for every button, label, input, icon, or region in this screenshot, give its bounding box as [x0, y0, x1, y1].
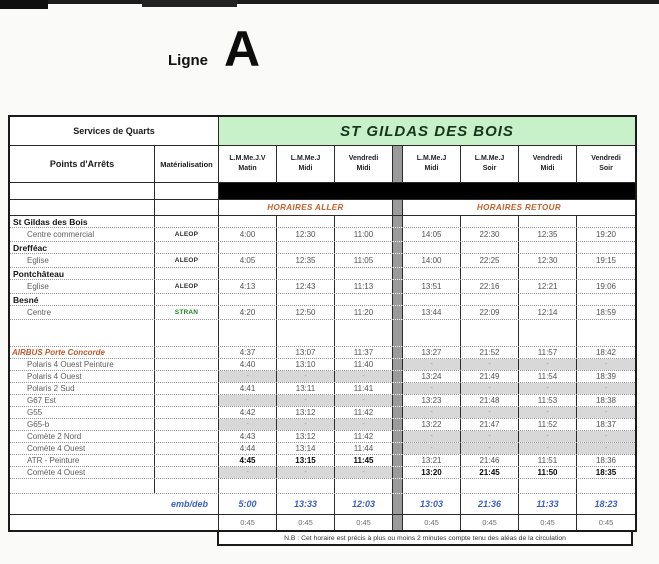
time-cell — [577, 294, 635, 305]
time-cell: 12:43 — [277, 280, 335, 293]
time-cell: - — [461, 359, 519, 370]
time-cell: 4:44 — [219, 443, 277, 454]
materialisation-cell — [155, 268, 219, 279]
materialisation-cell — [155, 320, 219, 346]
separator-column — [393, 347, 403, 358]
materialisation-label — [155, 443, 219, 454]
time-cell: 13:10 — [277, 359, 335, 370]
time-cell: 22:09 — [461, 306, 519, 319]
time-cell: - — [403, 443, 461, 454]
timetable — [8, 115, 637, 532]
materialisation-label — [155, 455, 219, 466]
day-header-days: L.M.Me.J.V — [229, 154, 266, 162]
day-header-days: Vendredi — [591, 154, 621, 162]
day-header-days: L.M.Me.J — [474, 154, 505, 162]
day-header-cell — [335, 146, 393, 182]
day-header-period: Midi — [540, 165, 555, 172]
time-cell: - — [403, 407, 461, 418]
time-cell: - — [219, 419, 277, 430]
time-cell: 13:27 — [403, 347, 461, 358]
time-cell: 18:37 — [595, 420, 617, 429]
stop-name: ATR - Peinture — [10, 455, 155, 466]
time-cell: 11:45 — [335, 455, 393, 466]
city-name: Drefféac — [10, 242, 155, 253]
materialisation-cell — [155, 242, 219, 253]
materialisation-label: ALEOP — [155, 254, 219, 267]
empty-cell — [10, 200, 155, 215]
day-header-days: L.M.Me.J — [416, 154, 447, 162]
day-header-period: Matin — [238, 165, 257, 172]
time-cell — [519, 479, 577, 493]
time-cell: 21:52 — [461, 347, 519, 358]
time-cell: 4:42 — [219, 407, 277, 418]
time-cell — [219, 294, 277, 305]
stop-name: Comète 4 Ouest — [10, 443, 155, 454]
time-cell — [403, 320, 461, 346]
time-cell: 13:12 — [277, 431, 335, 442]
time-cell — [277, 216, 335, 227]
separator-column — [393, 395, 403, 406]
city-name: Pontchâteau — [10, 268, 155, 279]
destination-header: ST GILDAS DES BOIS — [219, 117, 635, 145]
time-cell: 12:30 — [277, 228, 335, 241]
table-row — [10, 268, 635, 280]
table-row — [10, 371, 635, 383]
time-cell: - — [335, 419, 393, 430]
time-cell: 13:44 — [403, 306, 461, 319]
time-cell — [403, 216, 461, 227]
empty-cell — [10, 515, 219, 530]
day-header-cell — [519, 146, 577, 182]
materialisation-label — [155, 467, 219, 478]
time-cell — [335, 242, 393, 253]
day-header-days: L.M.Me.J — [290, 154, 321, 162]
separator-column — [393, 359, 403, 370]
time-cell: 11:37 — [335, 347, 393, 358]
separator-column — [393, 320, 403, 346]
time-cell — [577, 216, 635, 227]
table-row — [10, 216, 635, 228]
stop-name: Comète 4 Ouest — [10, 467, 155, 478]
line-letter: A — [224, 21, 261, 77]
day-header-period: Soir — [482, 165, 497, 172]
duration-cell: 0:45 — [461, 515, 519, 530]
time-cell: 11:41 — [335, 383, 393, 394]
time-cell — [277, 320, 335, 346]
time-cell — [219, 479, 277, 493]
time-cell: 13:14 — [277, 443, 335, 454]
time-cell: 18:35 — [595, 468, 617, 477]
time-cell: 21:46 — [461, 455, 519, 466]
separator-column — [393, 228, 403, 241]
materialisation-label — [155, 395, 219, 406]
timetable-body — [10, 216, 635, 530]
materialisation-label: STRAN — [155, 306, 219, 319]
separator-column — [393, 431, 403, 442]
separator-column — [393, 455, 403, 466]
separator-column — [393, 254, 403, 267]
table-row — [10, 383, 635, 395]
time-cell: - — [277, 419, 335, 430]
time-cell: - — [335, 467, 393, 478]
time-cell — [335, 294, 393, 305]
separator-column — [393, 479, 403, 493]
table-row — [10, 320, 635, 347]
day-header-period: Midi — [298, 165, 313, 172]
time-cell — [335, 268, 393, 279]
materialisation-label — [155, 419, 219, 430]
time-cell: - — [335, 371, 393, 382]
time-cell — [577, 479, 635, 493]
time-cell: - — [519, 443, 577, 454]
note-text: N.B : Cet horaire est précis à plus ou moins 2 minutes compte tenu des aléas de la circulation — [284, 534, 566, 542]
time-cell: 4:41 — [219, 383, 277, 394]
table-row — [10, 431, 635, 443]
time-cell: 11:51 — [519, 455, 577, 466]
emb-time-cell: 13:33 — [277, 494, 335, 514]
city-name: Besné — [10, 294, 155, 305]
time-cell: 14:00 — [403, 254, 461, 267]
separator-column — [393, 515, 403, 530]
time-cell: 11:00 — [335, 228, 393, 241]
note-row — [217, 532, 633, 546]
horaires-aller-label: HORAIRES ALLER — [219, 200, 393, 215]
empty-cell — [10, 479, 155, 493]
emb-time-cell: 21:36 — [461, 494, 519, 514]
materialisation-cell — [155, 216, 219, 227]
services-header: Services de Quarts — [10, 117, 219, 145]
table-row — [10, 294, 635, 306]
time-cell: 13:11 — [277, 383, 335, 394]
time-cell — [461, 294, 519, 305]
time-cell: 12:21 — [519, 280, 577, 293]
time-cell: - — [403, 359, 461, 370]
table-row — [10, 359, 635, 371]
time-cell: 12:35 — [277, 254, 335, 267]
time-cell — [519, 216, 577, 227]
time-cell: - — [403, 383, 461, 394]
materialisation-label — [155, 347, 219, 358]
day-header-period: Midi — [356, 165, 371, 172]
time-cell: - — [461, 383, 519, 394]
time-cell: 4:00 — [219, 228, 277, 241]
stops-column-header: Points d'Arrêts — [10, 146, 155, 182]
time-cell: 22:25 — [461, 254, 519, 267]
time-cell: 13:21 — [403, 455, 461, 466]
time-cell: 13:15 — [277, 455, 335, 466]
separator-column — [393, 280, 403, 293]
emb-deb-label: emb/deb — [10, 494, 219, 514]
separator-column — [393, 306, 403, 319]
time-cell: - — [277, 371, 335, 382]
separator-column — [393, 242, 403, 253]
time-cell: 18:39 — [595, 372, 617, 381]
table-row — [10, 254, 635, 268]
duration-cell: 0:45 — [219, 515, 277, 530]
empty-cell — [10, 320, 155, 346]
stop-name: G65-b — [10, 419, 155, 430]
time-cell: 14:05 — [403, 228, 461, 241]
time-cell: 11:52 — [519, 419, 577, 430]
day-header-days: Vendredi — [348, 154, 379, 162]
stop-name: Polaris 4 Ouest Peinture — [10, 359, 155, 370]
time-cell: 12:14 — [519, 306, 577, 319]
time-cell: 4:40 — [219, 359, 277, 370]
separator-column — [393, 407, 403, 418]
table-row — [10, 515, 635, 530]
time-cell: 13:24 — [403, 371, 461, 382]
time-cell: - — [219, 467, 277, 478]
time-cell — [461, 320, 519, 346]
time-cell: - — [461, 443, 519, 454]
timetable-wrapper — [8, 115, 637, 546]
time-cell: 13:20 — [403, 467, 461, 478]
table-row — [10, 407, 635, 419]
time-cell: 12:50 — [277, 306, 335, 319]
black-band — [219, 183, 635, 199]
materialisation-label — [155, 371, 219, 382]
time-cell — [219, 242, 277, 253]
time-cell — [277, 242, 335, 253]
separator-column — [393, 371, 403, 382]
duration-cell: 0:45 — [403, 515, 461, 530]
day-header-cell — [219, 146, 277, 182]
time-cell: 19:15 — [595, 256, 617, 265]
materialisation-label — [155, 431, 219, 442]
empty-cell — [155, 183, 219, 199]
materialisation-cell — [155, 294, 219, 305]
table-row — [10, 228, 635, 242]
time-cell: 4:37 — [219, 347, 277, 358]
time-cell: - — [519, 431, 577, 442]
time-cell — [335, 479, 393, 493]
separator-column — [393, 383, 403, 394]
time-cell: - — [577, 359, 635, 370]
top-scan-bar — [0, 0, 659, 4]
time-cell — [519, 320, 577, 346]
time-cell: - — [519, 359, 577, 370]
separator-column — [393, 294, 403, 305]
day-header-cell — [577, 146, 635, 182]
stop-name: Eglise — [10, 280, 155, 293]
stop-name: Centre — [10, 306, 155, 319]
black-band-row — [10, 183, 635, 200]
table-header-row — [10, 117, 635, 146]
table-row — [10, 395, 635, 407]
stop-name: Centre commercial — [10, 228, 155, 241]
separator-column — [393, 216, 403, 227]
time-cell — [335, 320, 393, 346]
time-cell: 4:13 — [219, 280, 277, 293]
table-row — [10, 419, 635, 431]
duration-cell: 0:45 — [598, 518, 614, 527]
stop-name: Eglise — [10, 254, 155, 267]
day-header-days: Vendredi — [532, 154, 563, 162]
time-cell — [219, 268, 277, 279]
time-cell — [403, 242, 461, 253]
time-cell: 11:40 — [335, 359, 393, 370]
table-row — [10, 494, 635, 515]
time-cell: - — [577, 407, 635, 418]
table-row — [10, 280, 635, 294]
time-cell: 18:59 — [595, 308, 617, 317]
time-cell: 18:36 — [595, 456, 617, 465]
time-cell — [335, 216, 393, 227]
line-label: Ligne — [168, 52, 208, 69]
time-cell: 21:47 — [461, 419, 519, 430]
time-cell: 4:05 — [219, 254, 277, 267]
time-cell: 4:20 — [219, 306, 277, 319]
day-header-row — [10, 146, 635, 183]
separator-column — [393, 443, 403, 454]
time-cell: - — [277, 395, 335, 406]
time-cell: - — [219, 371, 277, 382]
separator-column — [393, 200, 403, 215]
time-cell: 22:30 — [461, 228, 519, 241]
horaires-retour-label: HORAIRES RETOUR — [476, 203, 562, 212]
emb-time-cell: 5:00 — [219, 494, 277, 514]
time-cell: 4:43 — [219, 431, 277, 442]
day-header-cell — [461, 146, 519, 182]
time-cell: 19:06 — [595, 282, 617, 291]
day-header-cell — [277, 146, 335, 182]
day-header-period: Midi — [424, 165, 439, 172]
section-header-row — [10, 200, 635, 216]
emb-time-cell: 11:33 — [519, 494, 577, 514]
time-cell: 11:20 — [335, 306, 393, 319]
time-cell: 13:23 — [403, 395, 461, 406]
table-row — [10, 467, 635, 479]
time-cell: 18:38 — [595, 396, 617, 405]
top-scan-bar-left — [0, 0, 48, 9]
time-cell — [461, 242, 519, 253]
time-cell — [403, 268, 461, 279]
time-cell — [219, 320, 277, 346]
duration-cell: 0:45 — [277, 515, 335, 530]
time-cell: 13:22 — [403, 419, 461, 430]
materialisation-cell — [155, 479, 219, 493]
stop-name: Polaris 2 Sud — [10, 383, 155, 394]
separator-column — [393, 419, 403, 430]
separator-column — [393, 268, 403, 279]
time-cell: - — [461, 407, 519, 418]
time-cell: - — [577, 383, 635, 394]
time-cell: 11:05 — [335, 254, 393, 267]
empty-cell — [155, 200, 219, 215]
stop-name: AIRBUS Porte Concorde — [10, 347, 155, 358]
time-cell — [577, 320, 635, 346]
time-cell — [461, 268, 519, 279]
materialisation-label — [155, 407, 219, 418]
time-cell — [461, 216, 519, 227]
time-cell: 21:49 — [461, 371, 519, 382]
time-cell — [519, 268, 577, 279]
time-cell: 19:20 — [595, 230, 617, 239]
time-cell — [519, 242, 577, 253]
table-row — [10, 443, 635, 455]
stop-name: G55 — [10, 407, 155, 418]
table-row — [10, 455, 635, 467]
time-cell: 13:12 — [277, 407, 335, 418]
time-cell: - — [519, 407, 577, 418]
empty-cell — [10, 183, 155, 199]
separator-column — [393, 494, 403, 514]
time-cell — [577, 268, 635, 279]
time-cell — [519, 294, 577, 305]
time-cell: - — [403, 431, 461, 442]
table-row — [10, 306, 635, 320]
time-cell: 11:53 — [519, 395, 577, 406]
duration-cell: 0:45 — [335, 515, 393, 530]
time-cell — [461, 479, 519, 493]
table-row — [10, 242, 635, 254]
materialisation-label: ALEOP — [155, 228, 219, 241]
time-cell: 11:13 — [335, 280, 393, 293]
separator-column — [393, 146, 403, 182]
time-cell — [277, 294, 335, 305]
stop-name: Comète 2 Nord — [10, 431, 155, 442]
time-cell — [403, 479, 461, 493]
materialisation-label — [155, 359, 219, 370]
top-scan-bar-mid — [142, 0, 237, 7]
stop-name: G67 Est — [10, 395, 155, 406]
time-cell: 13:07 — [277, 347, 335, 358]
time-cell — [577, 242, 635, 253]
time-cell — [277, 268, 335, 279]
time-cell: 22:16 — [461, 280, 519, 293]
time-cell: - — [219, 395, 277, 406]
emb-time-cell: 18:23 — [594, 499, 618, 509]
time-cell: 12:30 — [519, 254, 577, 267]
time-cell — [277, 479, 335, 493]
time-cell: 18:42 — [595, 348, 617, 357]
time-cell: 11:44 — [335, 443, 393, 454]
time-cell: 13:51 — [403, 280, 461, 293]
materialisation-label — [155, 383, 219, 394]
time-cell: - — [461, 431, 519, 442]
time-cell: - — [277, 467, 335, 478]
stop-name: Polaris 4 Ouest — [10, 371, 155, 382]
day-header-period: Soir — [599, 165, 613, 172]
time-cell: 11:54 — [519, 371, 577, 382]
time-cell: 11:42 — [335, 407, 393, 418]
materialisation-label: ALEOP — [155, 280, 219, 293]
time-cell: - — [519, 383, 577, 394]
emb-time-cell: 12:03 — [335, 494, 393, 514]
time-cell: 12:35 — [519, 228, 577, 241]
table-row — [10, 479, 635, 494]
table-row — [10, 347, 635, 359]
time-cell: 4:45 — [219, 455, 277, 466]
time-cell — [219, 216, 277, 227]
duration-cell: 0:45 — [519, 515, 577, 530]
time-cell: - — [335, 395, 393, 406]
time-cell: - — [577, 431, 635, 442]
time-cell: 11:42 — [335, 431, 393, 442]
time-cell: 21:48 — [461, 395, 519, 406]
materialisation-column-header: Matérialisation — [155, 146, 219, 182]
time-cell: - — [577, 443, 635, 454]
separator-column — [393, 467, 403, 478]
day-header-cell — [403, 146, 461, 182]
city-name: St Gildas des Bois — [10, 216, 155, 227]
time-cell: 11:50 — [519, 467, 577, 478]
emb-time-cell: 13:03 — [403, 494, 461, 514]
time-cell: 11:57 — [519, 347, 577, 358]
time-cell: 21:45 — [461, 467, 519, 478]
time-cell — [403, 294, 461, 305]
